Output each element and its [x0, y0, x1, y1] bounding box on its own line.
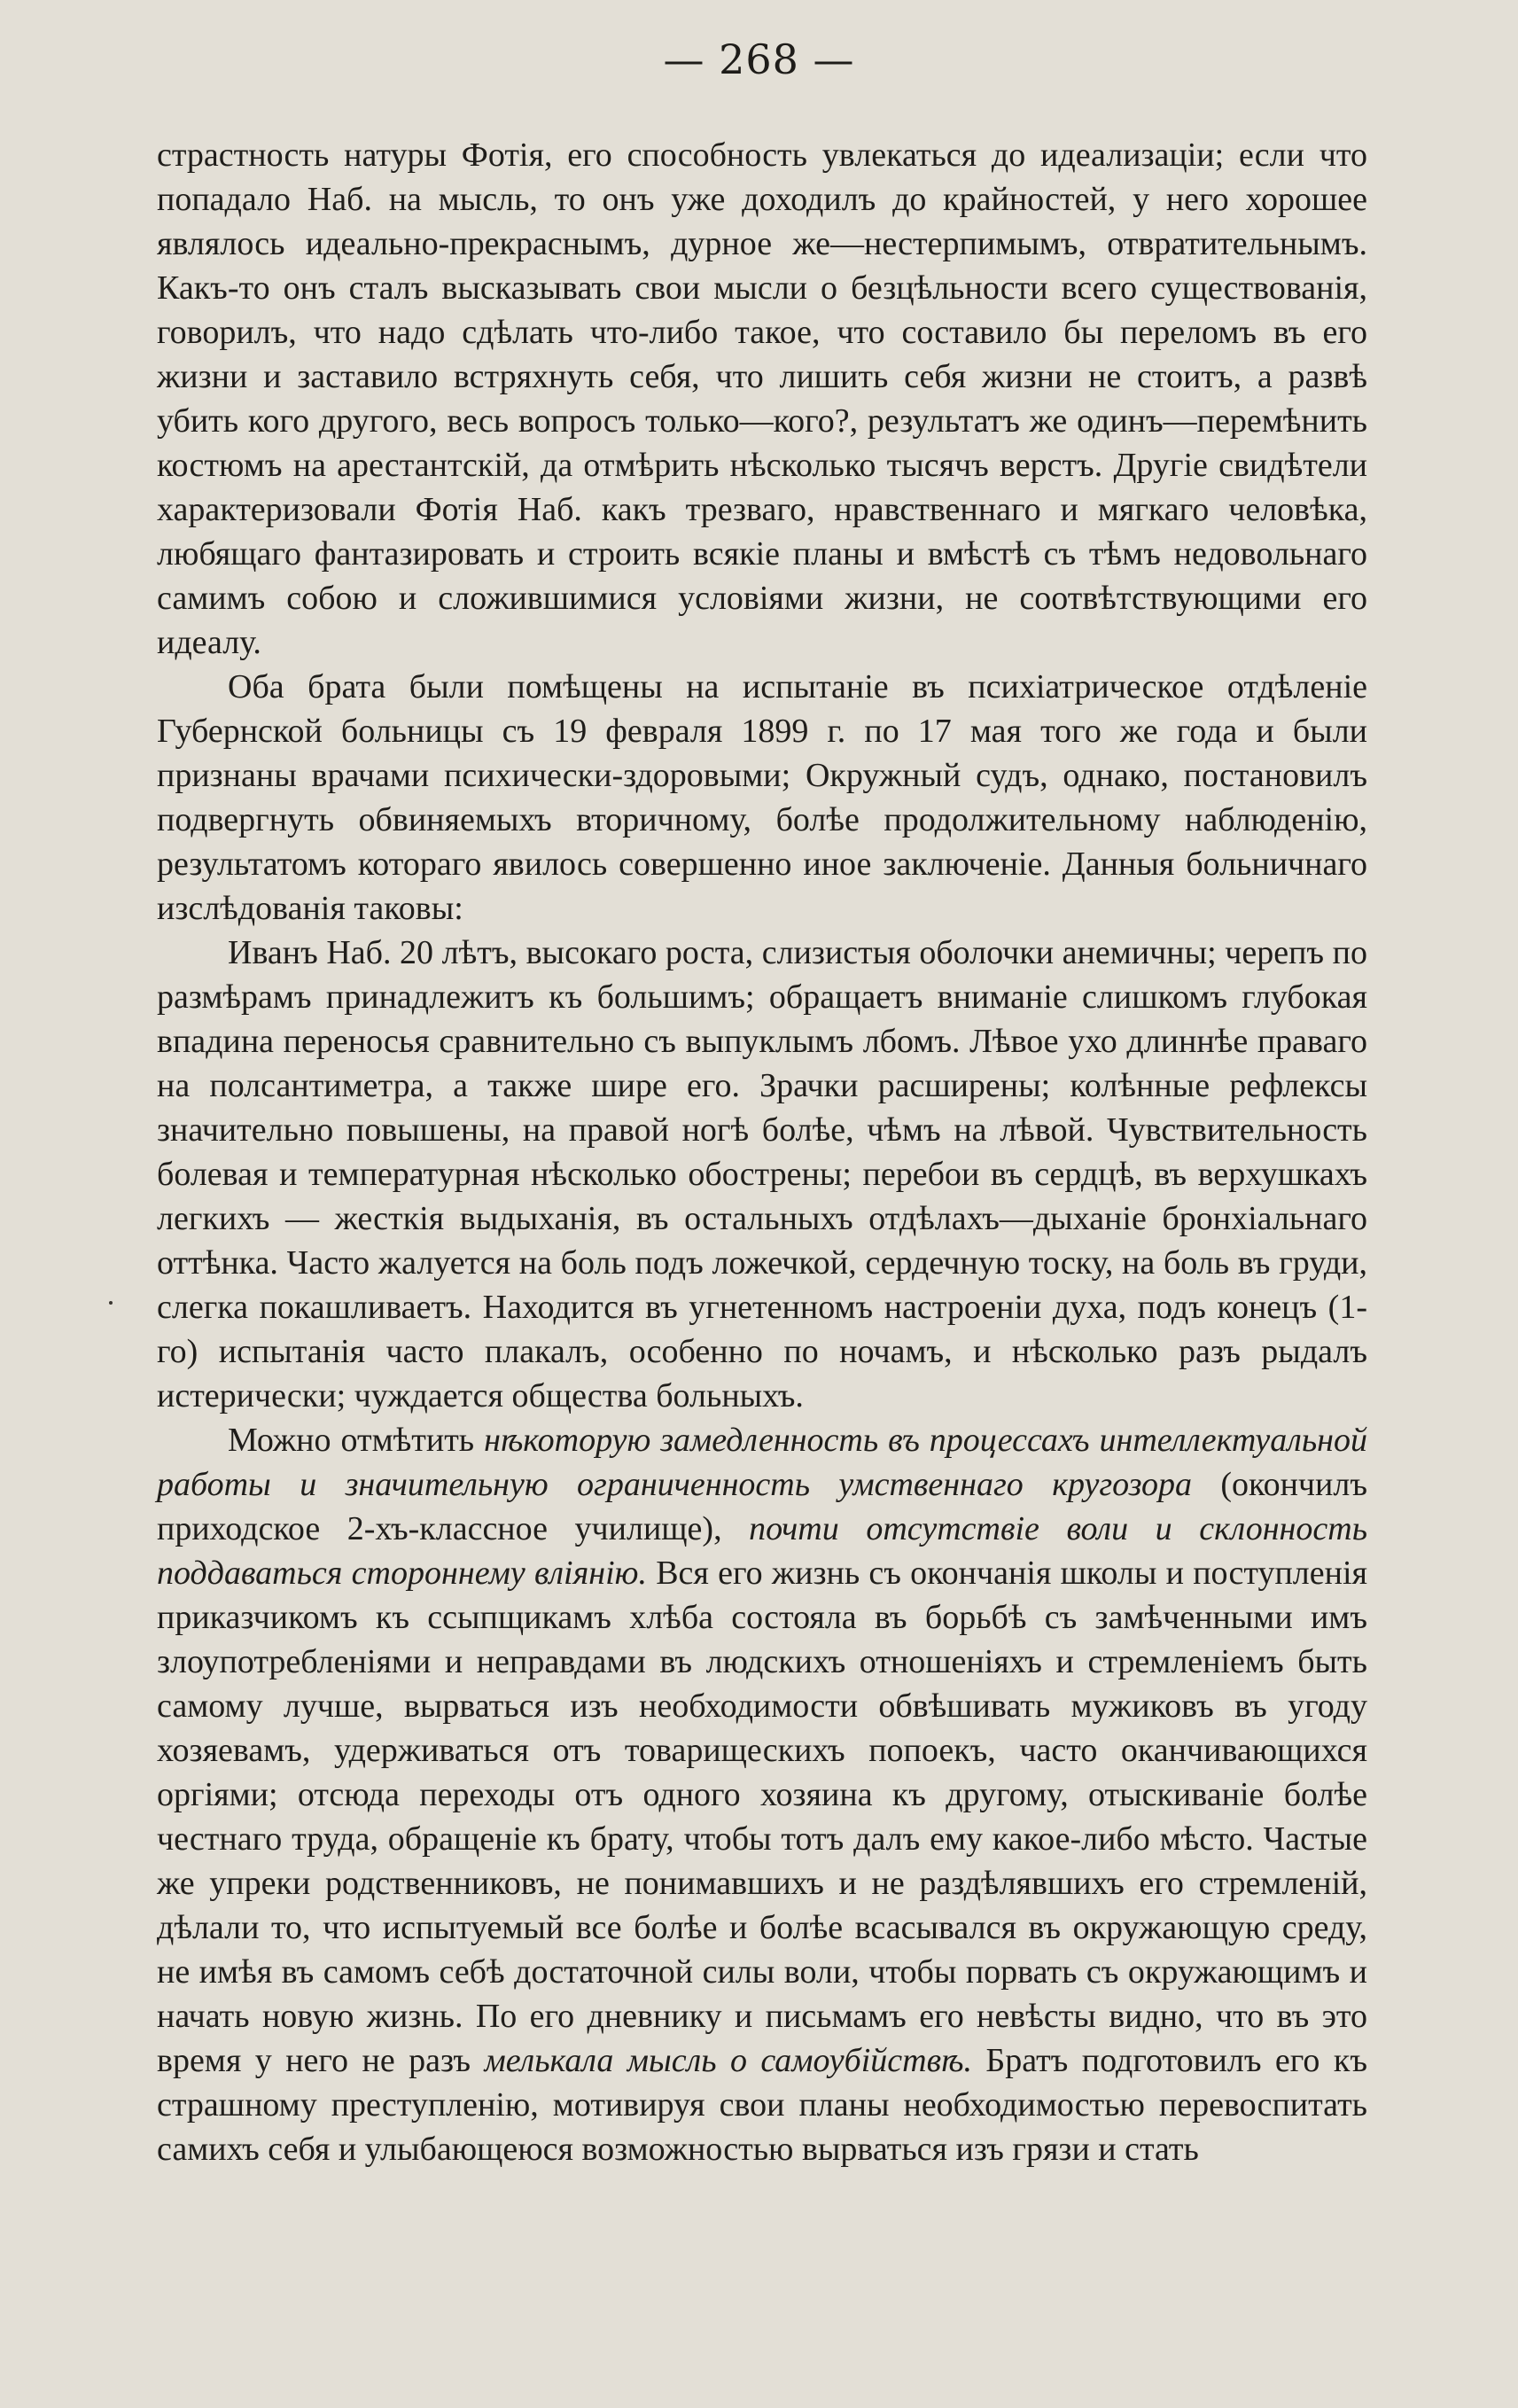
italic-text-run: почти отсутствіе воли и склонность поддаваться стороннему вліянію. — [157, 1510, 1367, 1592]
body-text — [157, 133, 1367, 2171]
margin-ink-dot — [109, 1301, 113, 1305]
text-run: (окончилъ приходское 2-хъ-классное училище), — [157, 1466, 1367, 1547]
paragraph — [157, 931, 1367, 1418]
text-run: страстность натуры Фотія, его способность увлекаться до идеализаціи; если что попадало Наб. на мысль, то онъ уже доходилъ до крайностей, у него хорошее являлось идеально-прекраснымъ, дурное же—нестерпимымъ, отвратительнымъ. Какъ-то онъ сталъ высказывать свои мысли о безцѣльности всего существованія, говорилъ, что надо сдѣлать что-либо такое, что составило бы переломъ въ его жизни и заставило встряхнуть себя, что лишить себя жизни не стоитъ, а развѣ убить кого другого, весь вопросъ только—кого?, результатъ же одинъ—перемѣнить костюмъ на арестантскій, да отмѣрить нѣсколько тысячъ верстъ. Другіе свидѣтели характеризовали Фотія Наб. какъ трезваго, нравственнаго и мягкаго человѣка, любящаго фантазировать и строить всякіе планы и вмѣстѣ съ тѣмъ недовольнаго самимъ собою и сложившимися условіями жизни, не соотвѣтствующими его идеалу. — [157, 136, 1367, 661]
paragraph — [157, 665, 1367, 931]
page-number: — 268 — — [663, 35, 855, 83]
italic-text-run: нѣкоторую замедленность въ процессахъ интеллектуальной работы и значительную ограниченность умственнаго кругозора — [157, 1422, 1367, 1503]
paragraph — [157, 1418, 1367, 2171]
text-run: Братъ подготовилъ его къ страшному преступленію, мотивируя свои планы необходимостью перевоспитать самихъ себя и улыбающеюся возможностью вырваться изъ грязи и стать — [157, 2042, 1367, 2168]
italic-text-run: мелькала мысль о самоубійствѣ. — [484, 2042, 972, 2079]
text-run: Можно отмѣтить — [228, 1422, 485, 1459]
paragraph — [157, 133, 1367, 665]
text-run: Вся его жизнь съ окончанія школы и поступленія приказчикомъ къ ссыпщикамъ хлѣба состояла въ борьбѣ съ замѣченными имъ злоупотребленіями и неправдами въ людскихъ отношеніяхъ и стремленіемъ быть самому лучше, вырваться изъ необходимости обвѣшивать мужиковъ въ угоду хозяевамъ, удерживаться отъ товарищескихъ попоекъ, часто оканчивающихся оргіями; отсюда переходы отъ одного хозяина къ другому, отыскиваніе болѣе честнаго труда, обращеніе къ брату, чтобы тотъ далъ ему какое-либо мѣсто. Частые же упреки родственниковъ, не понимавшихъ и не раздѣлявшихъ его стремленій, дѣлали то, что испытуемый все болѣе и болѣе всасывался въ окружающую среду, не имѣя въ самомъ себѣ достаточной силы воли, чтобы порвать съ окружающимъ и начать новую жизнь. По его дневнику и письмамъ его невѣсты видно, что въ это время у него не разъ — [157, 1555, 1367, 2079]
text-run: Иванъ Наб. 20 лѣтъ, высокаго роста, слизистыя оболочки анемичны; черепъ по размѣрамъ принадлежитъ къ большимъ; обращаетъ вниманіе слишкомъ глубокая впадина переносья сравнительно съ выпуклымъ лбомъ. Лѣвое ухо длиннѣе праваго на полсантиметра, а также шире его. Зрачки расширены; колѣнные рефлексы значительно повышены, на правой ногѣ болѣе, чѣмъ на лѣвой. Чувствительность болевая и температурная нѣсколько обострены; перебои въ сердцѣ, въ верхушкахъ легкихъ — жесткія выдыханія, въ остальныхъ отдѣлахъ—дыханіе бронхіальнаго оттѣнка. Часто жалуется на боль подъ ложечкой, сердечную тоску, на боль въ груди, слегка покашливаетъ. Находится въ угнетенномъ настроеніи духа, подъ конецъ (1-го) испытанія часто плакалъ, особенно по ночамъ, и нѣсколько разъ рыдалъ истерически; чуждается общества больныхъ. — [157, 934, 1367, 1414]
text-run: Оба брата были помѣщены на испытаніе въ психіатрическое отдѣленіе Губернской больницы съ 19 февраля 1899 г. по 17 мая того же года и были признаны врачами психически-здоровыми; Окружный судъ, однако, постановилъ подвергнуть обвиняемыхъ вторичному, болѣе продолжительному наблюденію, результатомъ котораго явилось совершенно иное заключеніе. Данныя больничнаго изслѣдованія таковы: — [157, 668, 1367, 927]
